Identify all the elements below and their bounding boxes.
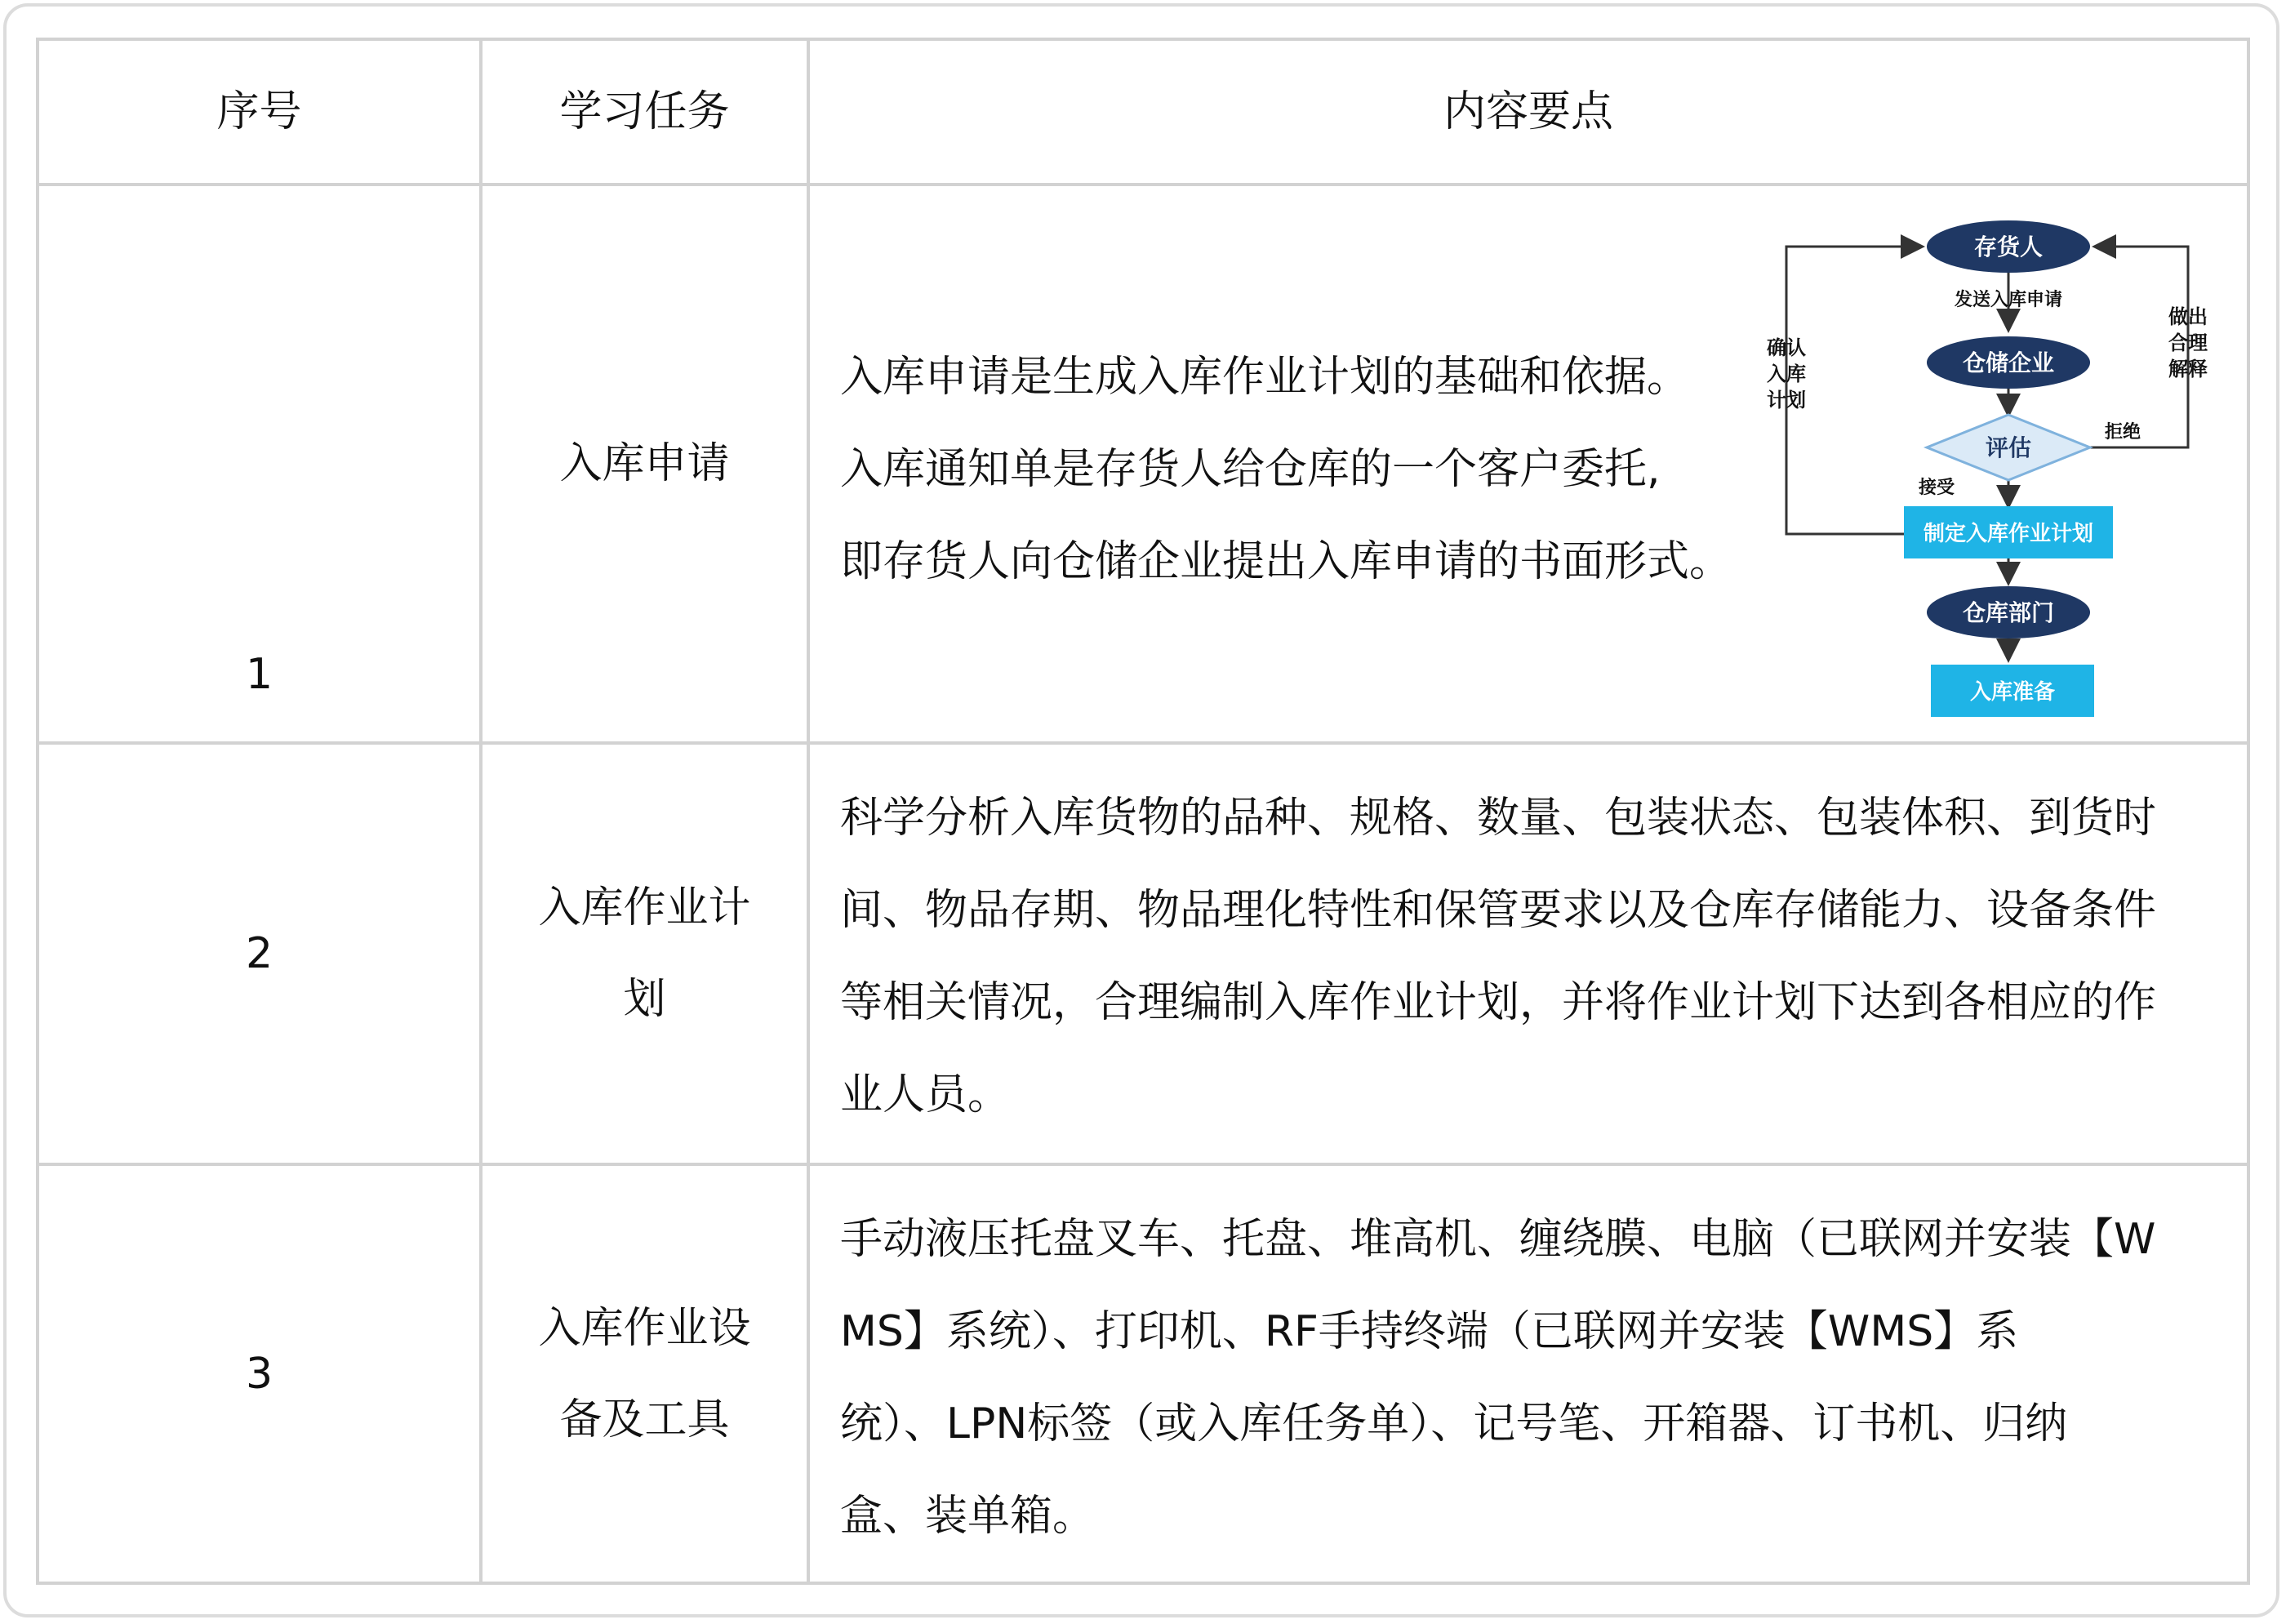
edge-accept: 接受 (1918, 478, 1955, 498)
row-2-task-line: 划 (623, 975, 666, 1024)
row-2-content-line: 科学分析入库货物的品种、规格、数量、包装状态、包装体积、到货时 (840, 794, 2157, 843)
row-3-content-line: 统）、LPN标签（或入库任务单）、记号笔、开箱器、订书机、归纳 (840, 1399, 2068, 1448)
edge-explain: 合理 (2168, 331, 2208, 354)
row-1-content-line: 即存货人向仓储企业提出入库申请的书面形式。 (840, 537, 1732, 586)
row-1-content-line: 入库申请是生成入库作业计划的基础和依据。 (840, 353, 1690, 402)
header-task: 学习任务 (559, 87, 730, 136)
grid-line (2247, 38, 2250, 1585)
edge-explain: 做出 (2168, 305, 2208, 328)
row-1-content (840, 331, 1732, 608)
edge-confirm-plan: 计划 (1767, 389, 1806, 412)
node-warehouse-dept-label: 仓库部门 (1962, 599, 2055, 626)
row-3-content-line: 盒、装单箱。 (840, 1492, 1096, 1541)
row-2-content-line: 业人员。 (840, 1070, 1011, 1119)
node-depositor-label: 存货人 (1973, 234, 2044, 260)
edge-confirm-plan: 确认 (1767, 336, 1806, 359)
grid-line (807, 38, 810, 1585)
row-3-index: 3 (245, 1349, 274, 1399)
header-index: 序号 (216, 87, 302, 136)
node-prep-label: 入库准备 (1969, 680, 2056, 705)
edge-confirm-plan: 入库 (1767, 363, 1806, 385)
row-1-index: 1 (245, 650, 274, 699)
header-content: 内容要点 (1443, 87, 1613, 136)
row-2-index: 2 (245, 929, 274, 978)
grid-line (36, 1582, 2250, 1585)
node-warehouse-company-label: 仓储企业 (1962, 349, 2055, 376)
edge-send-request: 发送入库申请 (1954, 290, 2063, 310)
node-make-plan-label: 制定入库作业计划 (1923, 522, 2094, 546)
edge-reject: 拒绝 (2104, 422, 2141, 443)
row-3-content-line: 手动液压托盘叉车、托盘、堆高机、缠绕膜、电脑（已联网并安装【W (840, 1215, 2156, 1264)
row-3-task-line: 入库作业设 (538, 1303, 751, 1353)
grid-line (36, 183, 2250, 186)
row-3-content (840, 1194, 2155, 1563)
row-2-task (483, 745, 807, 1163)
row-2-content-line: 等相关情况，合理编制入库作业计划，并将作业计划下达到各相应的作 (840, 978, 2157, 1027)
node-evaluate-label: 评估 (1985, 434, 2032, 461)
row-2-task-line: 入库作业计 (538, 883, 751, 932)
row-3-task-line: 备及工具 (559, 1395, 730, 1444)
row-1-content-line: 入库通知单是存货人给仓库的一个客户委托, (840, 445, 1661, 494)
row-3-content-line: MS】系统）、打印机、RF手持终端（已联网并安装【WMS】系 (840, 1307, 2019, 1356)
edge-explain: 解释 (2168, 358, 2208, 380)
row-1-task (483, 186, 807, 741)
flow-arrow (1786, 247, 1920, 534)
row-1-task-line: 入库申请 (559, 439, 730, 488)
row-2-content-line: 间、物品存期、物品理化特性和保管要求以及仓库存储能力、设备条件 (840, 886, 2157, 935)
row-3-task (483, 1166, 807, 1582)
row-2-content (840, 772, 2156, 1141)
